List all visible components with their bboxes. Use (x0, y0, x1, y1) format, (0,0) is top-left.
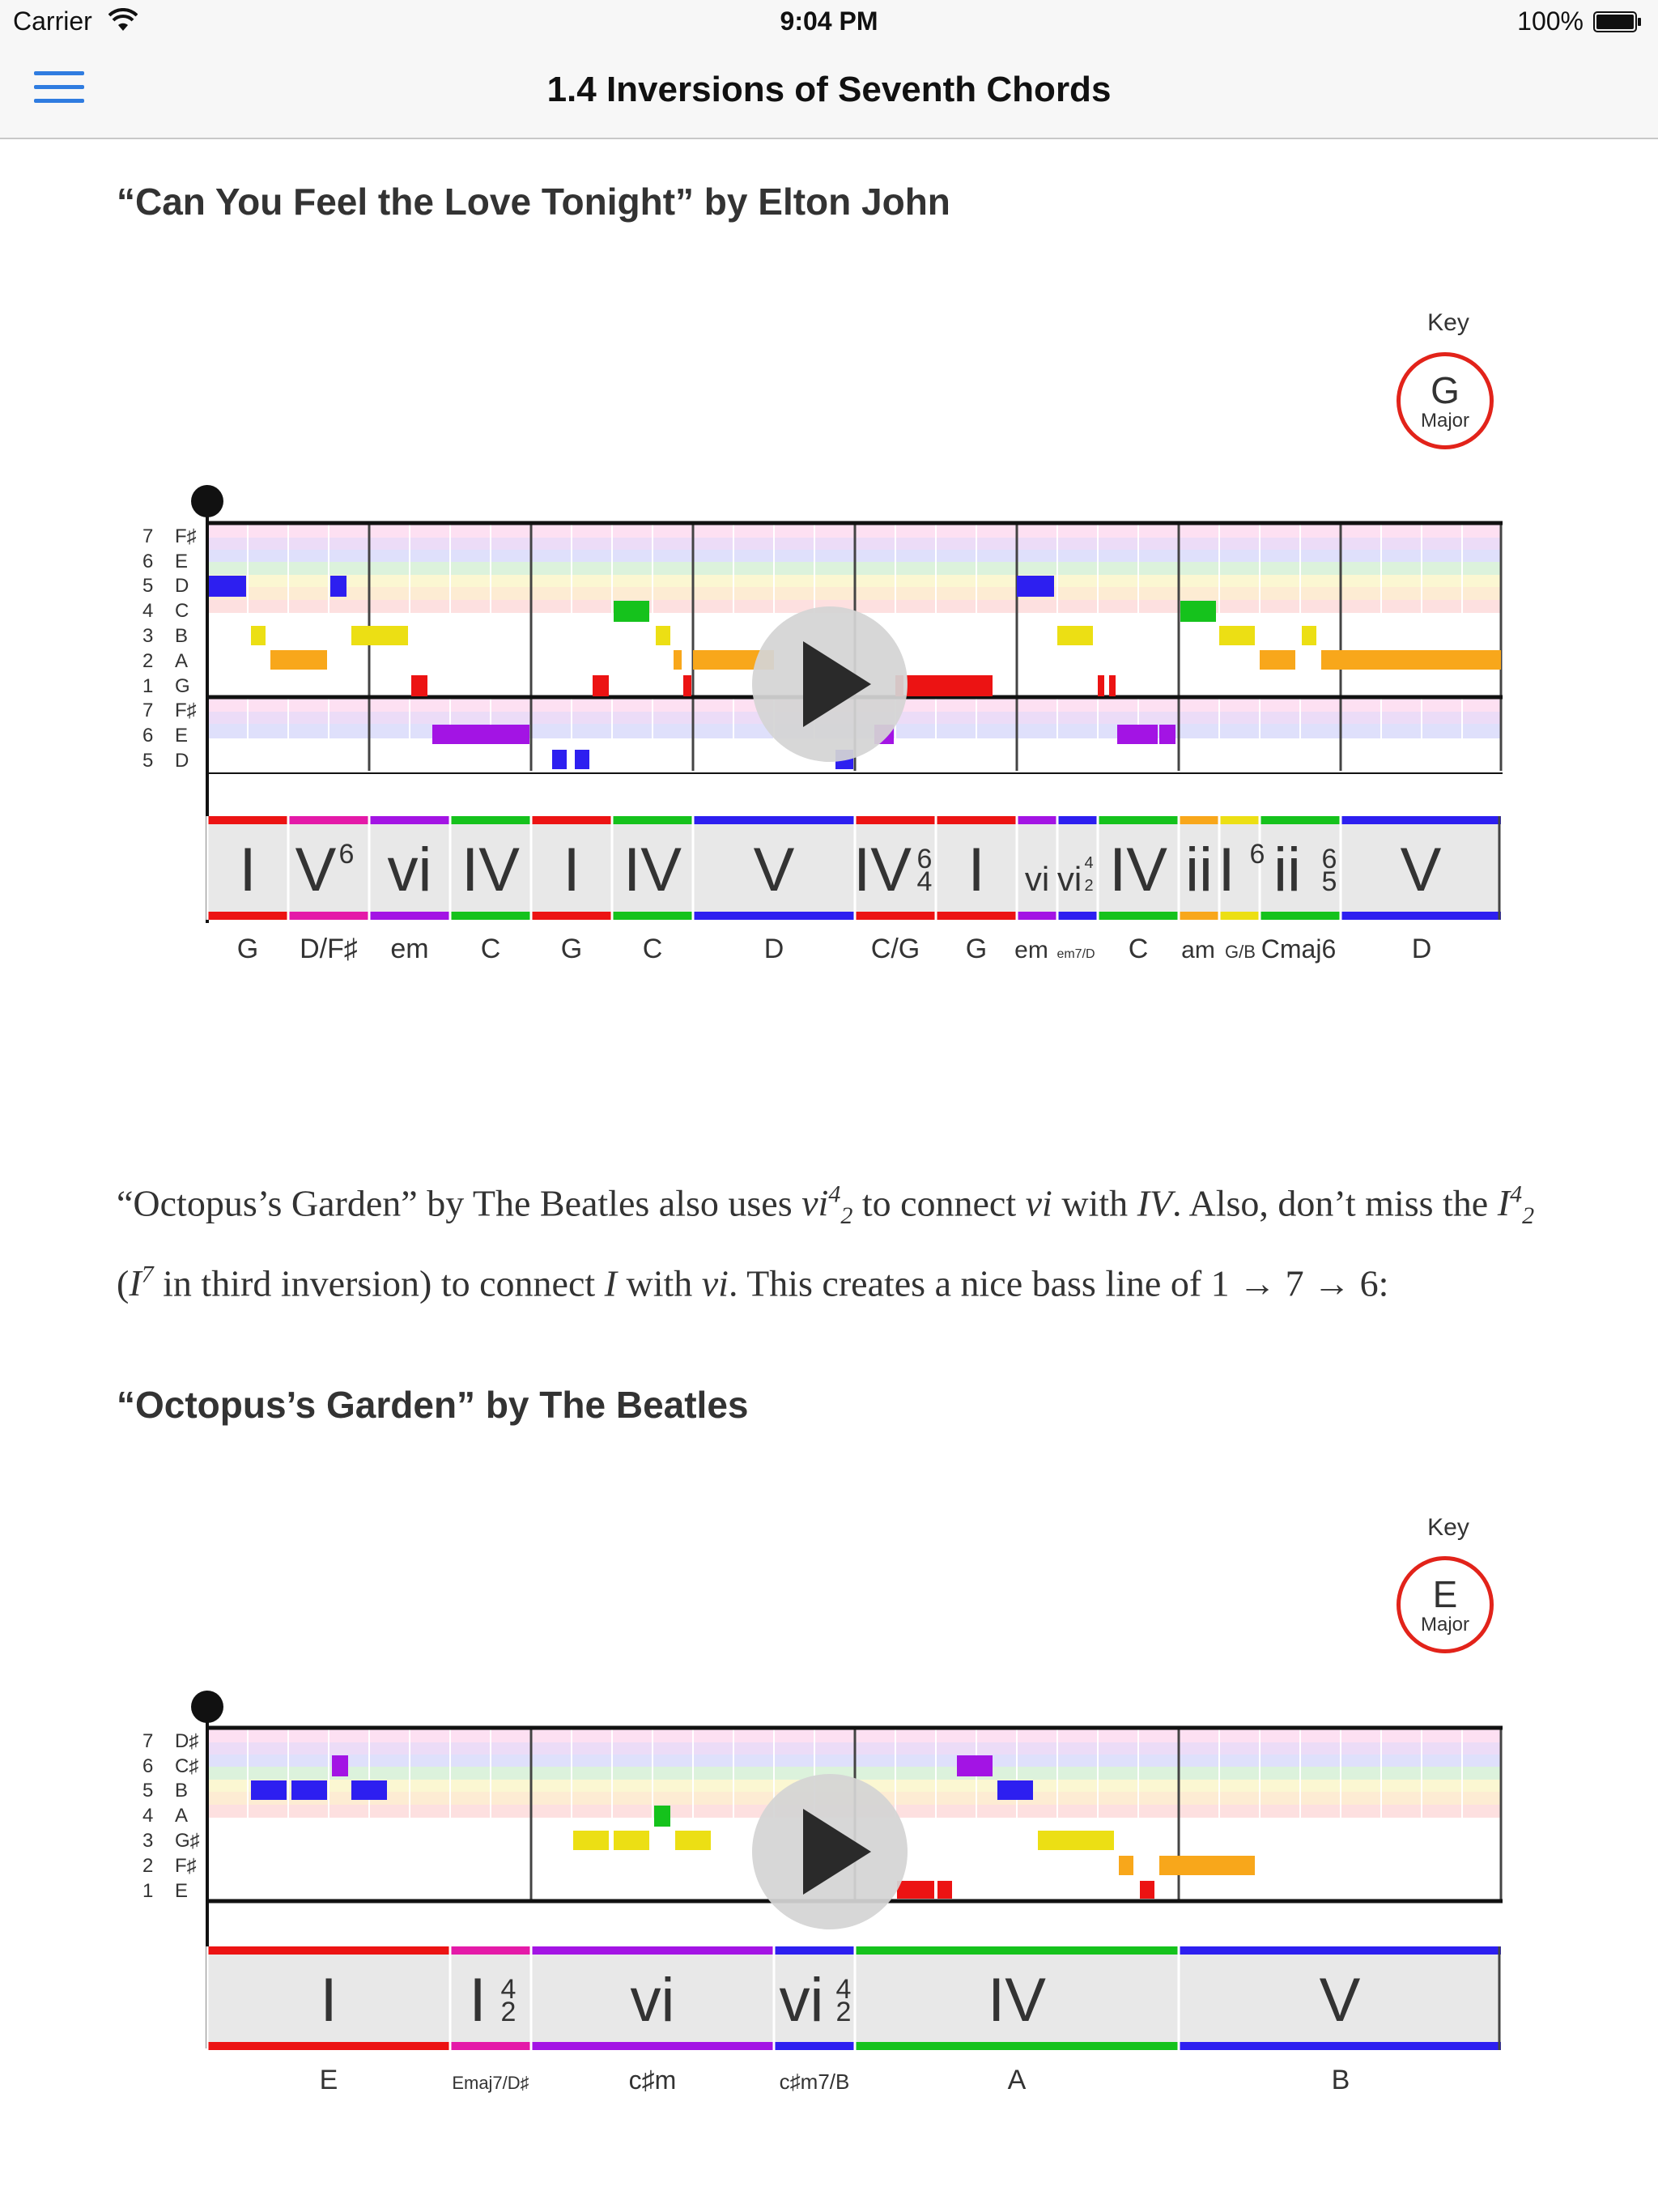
chord-band-top (369, 816, 450, 824)
chord-name: E (319, 2065, 338, 2095)
chord-figure-upper: 6 (916, 844, 933, 874)
chord-figure-lower: 2 (835, 1997, 852, 2027)
chord-figure-lower: 2 (500, 1997, 517, 2027)
row-note: D (175, 575, 189, 597)
chord-numeral[interactable]: IV (988, 1966, 1046, 2035)
song1-playhead[interactable] (191, 485, 223, 517)
row-degree: 5 (142, 1780, 154, 1802)
chord-numeral[interactable]: V (1319, 1966, 1361, 2035)
clock: 9:04 PM (780, 6, 878, 36)
song1-row-labels (142, 525, 197, 772)
row-degree: 5 (142, 575, 154, 597)
chord-name: G (236, 934, 259, 964)
row-note: G♯ (175, 1830, 200, 1852)
chord-numeral[interactable]: V (753, 836, 795, 904)
chord-band-bottom (693, 912, 855, 920)
chord-band-bottom (207, 2042, 450, 2050)
chord-numeral[interactable]: IV (1109, 836, 1167, 904)
row-note: G (175, 675, 190, 697)
chord-name: em (390, 934, 429, 964)
chord-band-top (1341, 816, 1501, 824)
row-note: C♯ (175, 1755, 199, 1777)
chord-figure-lower: 2 (1084, 877, 1094, 895)
row-note: B (175, 1780, 189, 1802)
chord-name: C (480, 934, 501, 964)
chord-name: Cmaj6 (1261, 934, 1337, 963)
chord-band-top (1179, 1946, 1501, 1955)
row-note: E (175, 1880, 189, 1902)
chord-band-bottom (774, 2042, 855, 2050)
row-degree: 2 (142, 1855, 154, 1877)
chord-name: G/B (1225, 942, 1256, 962)
chord-band-bottom (612, 912, 693, 920)
song1-key-mode: Major (1420, 410, 1469, 432)
chord-numeral[interactable]: I (469, 1966, 487, 2035)
chord-band-top (693, 816, 855, 824)
chord-numeral[interactable]: I (239, 836, 257, 904)
row-degree: 7 (142, 1730, 154, 1752)
song1-play-button[interactable] (752, 606, 908, 762)
chord-band-top (774, 1946, 855, 1955)
chord-figure-upper: 4 (1084, 854, 1094, 872)
chord-name: G (560, 934, 583, 964)
song1-key-note: G (1431, 369, 1460, 411)
chord-figure-upper: 6 (338, 839, 355, 870)
row-degree: 7 (142, 525, 154, 547)
chord-band-bottom (1179, 912, 1219, 920)
chord-figure-upper: 6 (1321, 844, 1337, 874)
chord-name: C (1128, 934, 1149, 964)
chord-band-top (450, 816, 531, 824)
chord-numeral[interactable]: ii (1185, 836, 1213, 904)
song1-hookpad-sheet (121, 478, 1514, 980)
chord-band-top (288, 816, 369, 824)
chord-band-top (936, 816, 1017, 824)
song1-chord-names (237, 934, 1432, 964)
page-title: 1.4 Inversions of Seventh Chords (546, 70, 1112, 109)
chord-band-top (855, 816, 936, 824)
row-degree: 4 (142, 1805, 154, 1827)
chord-numeral[interactable]: I (563, 836, 580, 904)
row-degree: 1 (142, 1880, 154, 1902)
row-degree: 4 (142, 600, 154, 622)
chord-name: D (763, 934, 784, 964)
row-degree: 7 (142, 700, 154, 721)
row-note: F♯ (175, 525, 197, 547)
row-degree: 1 (142, 675, 154, 697)
chord-band-bottom (450, 912, 531, 920)
chord-numeral[interactable]: vi (779, 1966, 824, 2035)
battery-icon (1593, 11, 1642, 32)
chord-numeral[interactable]: I (967, 836, 985, 904)
chord-name: D/F♯ (300, 934, 358, 964)
chord-name: em7/D (1056, 947, 1095, 961)
chord-numeral[interactable]: vi (630, 1966, 675, 2035)
row-note: D (175, 750, 189, 772)
row-note: F♯ (175, 1855, 197, 1877)
chord-band-bottom (855, 912, 936, 920)
chord-band-bottom (369, 912, 450, 920)
chord-name: D (1411, 934, 1432, 964)
row-degree: 2 (142, 650, 154, 672)
row-note: C (175, 600, 189, 622)
chord-name: C/G (870, 934, 920, 964)
chord-name: Emaj7/D♯ (452, 2073, 529, 2093)
chord-numeral[interactable]: V (295, 836, 337, 904)
chord-numeral[interactable]: IV (853, 836, 912, 904)
chord-band-top (531, 816, 612, 824)
chord-band-bottom (531, 2042, 774, 2050)
chord-name: A (1007, 2065, 1027, 2095)
carrier-label: Carrier (13, 6, 92, 36)
chord-band-bottom (450, 2042, 531, 2050)
chord-numeral[interactable]: IV (461, 836, 520, 904)
row-note: E (175, 551, 189, 572)
chord-band-bottom (1341, 912, 1501, 920)
row-degree: 3 (142, 625, 154, 647)
row-note: E (175, 725, 189, 747)
chord-name: am (1181, 937, 1215, 963)
chord-band-top (1098, 816, 1179, 824)
chord-band-bottom (1098, 912, 1179, 920)
row-note: A (175, 1805, 189, 1827)
chord-band-top (531, 1946, 774, 1955)
chord-band-bottom (855, 2042, 1179, 2050)
chord-numeral[interactable]: V (1400, 836, 1442, 904)
chord-figure-upper: 4 (835, 1974, 852, 2005)
song2-chord-names (320, 2065, 1350, 2095)
song2-key-note: E (1432, 1573, 1458, 1615)
song2-key-badge[interactable] (1397, 1556, 1494, 1653)
song2-key-mode: Major (1420, 1614, 1469, 1636)
chord-numeral[interactable]: ii (1273, 836, 1301, 904)
chord-band-bottom (531, 912, 612, 920)
navigation-bar (0, 45, 1658, 139)
song2-hookpad-sheet (121, 1684, 1514, 2105)
chord-band-bottom (936, 912, 1017, 920)
chord-band-bottom (1057, 912, 1098, 920)
row-note: A (175, 650, 189, 672)
chord-band-top (1260, 816, 1341, 824)
song1-key-label: Key (1427, 309, 1469, 336)
row-degree: 3 (142, 1830, 154, 1852)
chord-numeral[interactable]: I (1218, 836, 1235, 904)
chord-band-bottom (1219, 912, 1260, 920)
song2-key-label: Key (1427, 1514, 1469, 1541)
chord-band-top (612, 816, 693, 824)
chord-band-bottom (207, 912, 288, 920)
chord-name: c♯m (628, 2065, 677, 2095)
chord-figure-lower: 4 (916, 866, 933, 897)
chord-band-bottom (1260, 912, 1341, 920)
chord-name: B (1331, 2065, 1350, 2095)
chord-numeral[interactable]: vi (387, 836, 432, 904)
chord-band-top (1179, 816, 1219, 824)
chord-figure-upper: 4 (500, 1974, 517, 2005)
chord-name: em (1014, 937, 1048, 963)
song2-row-labels (142, 1730, 200, 1902)
song1-key-badge[interactable] (1397, 352, 1494, 449)
chord-band-top (1219, 816, 1260, 824)
chord-numeral[interactable]: I (320, 1966, 338, 2035)
chord-band-bottom (288, 912, 369, 920)
row-note: D♯ (175, 1730, 199, 1752)
chord-name: C (642, 934, 663, 964)
chord-name: c♯m7/B (779, 2069, 850, 2094)
song1-title: “Can You Feel the Love Tonight” by Elton John (117, 181, 950, 223)
song2-playhead[interactable] (191, 1691, 223, 1723)
body-paragraph: “Octopus’s Garden” by The Beatles also uses $vi^4_2$ to connect vi with IV. Also, don’t miss the $I^4_2$ ($I^7$ in third inversion) to connect I with vi. This creates a nice bass line of 1 → 7 → 6: (117, 1181, 1535, 1304)
chord-band-top (450, 1946, 531, 1955)
chord-figure-lower: 5 (1321, 866, 1337, 897)
chord-band-bottom (1017, 912, 1057, 920)
song2-title: “Octopus’s Garden” by The Beatles (117, 1384, 749, 1426)
chord-numeral[interactable]: vi (1024, 860, 1050, 898)
chord-name: G (965, 934, 988, 964)
song2-play-button[interactable] (752, 1774, 908, 1929)
chord-band-top (207, 816, 288, 824)
chord-figure-upper: 6 (1249, 839, 1265, 870)
row-degree: 5 (142, 750, 154, 772)
row-note: B (175, 625, 189, 647)
chord-band-top (1057, 816, 1098, 824)
chord-band-top (207, 1946, 450, 1955)
row-degree: 6 (142, 551, 154, 572)
row-degree: 6 (142, 725, 154, 747)
chord-numeral[interactable]: IV (623, 836, 682, 904)
status-bar (0, 0, 1658, 45)
chord-band-top (1017, 816, 1057, 824)
battery-percent: 100% (1517, 6, 1584, 36)
chord-band-top (855, 1946, 1179, 1955)
row-degree: 6 (142, 1755, 154, 1777)
chord-band-bottom (1179, 2042, 1501, 2050)
row-note: F♯ (175, 700, 197, 721)
chord-numeral[interactable]: vi (1056, 860, 1082, 898)
